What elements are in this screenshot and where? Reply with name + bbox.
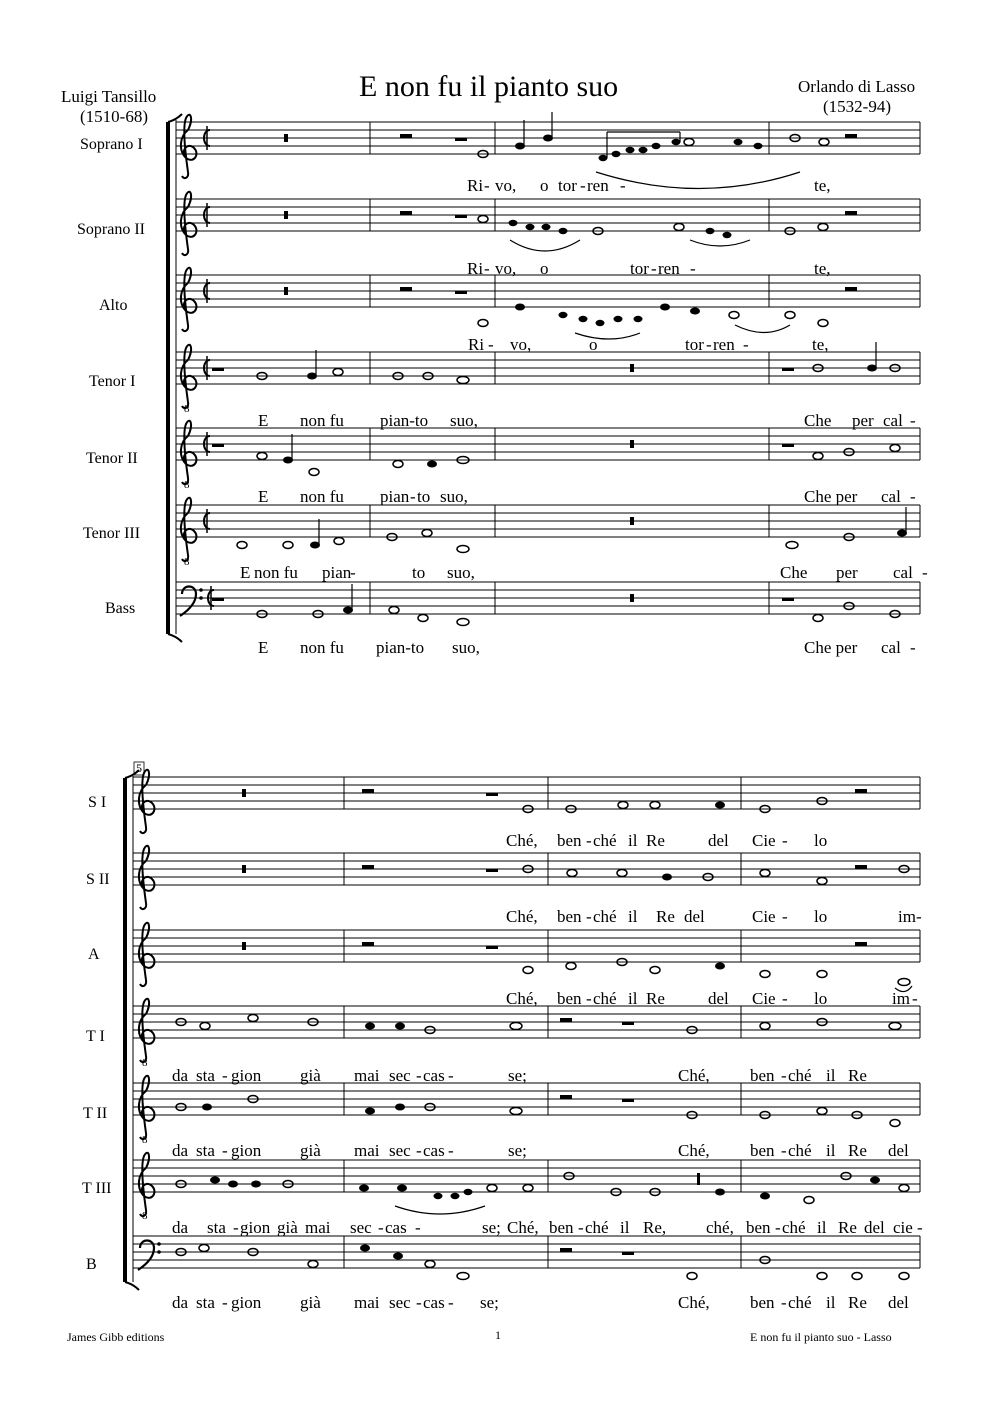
- lyric-syllable: Ri: [467, 176, 484, 195]
- svg-text:8: 8: [184, 479, 190, 491]
- lyric-syllable: ben: [746, 1218, 771, 1237]
- lyric-syllable: -: [743, 335, 749, 354]
- lyric-syllable: cie: [893, 1218, 913, 1237]
- lyric-syllable: -: [706, 335, 712, 354]
- composer-name: Orlando di Lasso: [798, 77, 916, 96]
- lyric-syllable: -: [775, 1218, 781, 1237]
- lyric-syllable: ren: [658, 259, 680, 278]
- svg-text:8: 8: [142, 1057, 148, 1069]
- lyric-syllable: -: [580, 176, 586, 195]
- bass-clef-icon: [180, 587, 203, 617]
- lyrics-t3: [0, 1218, 992, 1240]
- footer-running-title: E non fu il pianto suo - Lasso: [750, 1330, 892, 1344]
- lyric-syllable: cal: [881, 487, 901, 506]
- voice-label-s2: S II: [86, 871, 110, 888]
- lyric-syllable: -: [416, 1293, 422, 1312]
- lyric-syllable: per: [836, 563, 858, 582]
- lyric-syllable: Ri: [468, 335, 485, 354]
- lyric-syllable: non fu: [300, 638, 344, 657]
- lyric-syllable: ché,: [706, 1218, 734, 1237]
- lyrics-b: [0, 1293, 992, 1315]
- lyric-syllable: -: [586, 989, 592, 1008]
- lyric-syllable: -: [782, 907, 788, 926]
- lyric-syllable: il: [826, 1293, 836, 1312]
- lyric-syllable: sta: [196, 1066, 215, 1085]
- lyric-syllable: cal: [881, 638, 901, 657]
- lyric-syllable: cal: [883, 411, 903, 430]
- lyric-syllable: sec: [350, 1218, 372, 1237]
- lyric-syllable: se;: [482, 1218, 501, 1237]
- voice-label-alto: Alto: [99, 297, 128, 314]
- lyric-syllable: già: [277, 1218, 298, 1237]
- lyric-syllable: tor: [685, 335, 704, 354]
- lyric-syllable: per: [852, 411, 874, 430]
- lyric-syllable: del: [708, 989, 729, 1008]
- lyric-syllable: se;: [508, 1066, 527, 1085]
- lyric-syllable: ché: [593, 831, 617, 850]
- lyric-syllable: ren: [713, 335, 735, 354]
- lyric-syllable: -: [586, 831, 592, 850]
- lyric-syllable: -: [912, 989, 918, 1008]
- lyric-syllable: pian: [322, 563, 352, 582]
- lyric-syllable: Ché,: [678, 1141, 710, 1160]
- voice-label-soprano-2: Soprano II: [77, 221, 145, 238]
- lyric-syllable: Re: [646, 989, 665, 1008]
- lyric-syllable: sta: [196, 1293, 215, 1312]
- lyric-syllable: Ché,: [506, 907, 538, 926]
- lyric-syllable: lo: [814, 989, 828, 1008]
- lyric-syllable: già: [300, 1141, 321, 1160]
- lyric-syllable: -: [781, 1141, 787, 1160]
- lyric-syllable: Re,: [643, 1218, 667, 1237]
- lyric-syllable: -: [910, 638, 916, 657]
- lyric-syllable: ché: [788, 1141, 812, 1160]
- lyric-syllable: E: [258, 487, 269, 506]
- lyric-syllable: da: [172, 1218, 189, 1237]
- lyric-syllable: Re: [848, 1141, 867, 1160]
- lyric-syllable: tor: [558, 176, 577, 195]
- lyric-syllable: pian: [380, 487, 410, 506]
- lyric-syllable: -: [782, 831, 788, 850]
- lyric-syllable: ben: [557, 989, 582, 1008]
- voice-label-tenor-3: Tenor III: [83, 525, 141, 542]
- lyric-syllable: ché: [593, 989, 617, 1008]
- lyric-syllable: Che per: [804, 638, 858, 657]
- lyric-syllable: -: [378, 1218, 384, 1237]
- lyric-syllable: -: [448, 1066, 454, 1085]
- lyric-syllable: suo,: [447, 563, 475, 582]
- lyric-syllable: -: [222, 1141, 228, 1160]
- lyric-syllable: sta: [196, 1141, 215, 1160]
- lyric-syllable: im: [892, 989, 910, 1008]
- lyric-syllable: del: [864, 1218, 885, 1237]
- lyric-syllable: -: [484, 176, 490, 195]
- lyric-syllable: il: [826, 1141, 836, 1160]
- lyric-syllable: già: [300, 1293, 321, 1312]
- lyric-syllable: -: [578, 1218, 584, 1237]
- lyric-syllable: -: [233, 1218, 239, 1237]
- svg-text:8: 8: [184, 556, 190, 568]
- lyric-syllable: o: [589, 335, 598, 354]
- lyric-syllable: del: [708, 831, 729, 850]
- lyric-syllable: Che: [804, 411, 832, 430]
- lyric-syllable: Che: [780, 563, 808, 582]
- lyric-syllable: te,: [812, 335, 829, 354]
- lyric-syllable: suo,: [440, 487, 468, 506]
- lyrics-tenor-1: [0, 411, 992, 433]
- svg-text:8: 8: [142, 1134, 148, 1146]
- lyric-syllable: cas: [423, 1141, 445, 1160]
- lyric-syllable: ben: [750, 1293, 775, 1312]
- footer-publisher: James Gibb editions: [67, 1330, 165, 1344]
- lyric-syllable: E: [258, 411, 269, 430]
- lyrics-s1: [0, 831, 992, 853]
- lyric-syllable: sec: [389, 1141, 411, 1160]
- lyrics-s2: [0, 907, 992, 929]
- poet-dates: (1510-68): [80, 107, 148, 126]
- voice-label-tenor-1: Tenor I: [89, 373, 136, 390]
- lyric-syllable: Ché,: [506, 989, 538, 1008]
- lyric-syllable: da: [172, 1293, 189, 1312]
- lyric-syllable: del: [684, 907, 705, 926]
- lyric-syllable: sec: [389, 1066, 411, 1085]
- lyric-syllable: lo: [814, 907, 828, 926]
- lyric-syllable: -: [448, 1293, 454, 1312]
- lyric-syllable: cal: [893, 563, 913, 582]
- lyric-syllable: -: [448, 1141, 454, 1160]
- lyric-syllable: cas: [423, 1293, 445, 1312]
- measure-number: 5: [136, 761, 142, 775]
- lyric-syllable: lo: [814, 831, 828, 850]
- lyric-syllable: da: [172, 1141, 189, 1160]
- page-title: E non fu il pianto suo: [359, 70, 619, 103]
- lyric-syllable: E: [240, 563, 251, 582]
- lyric-syllable: -: [651, 259, 657, 278]
- lyric-syllable: il: [817, 1218, 827, 1237]
- lyric-syllable: -: [586, 907, 592, 926]
- voice-label-t2: T II: [83, 1105, 108, 1122]
- lyric-syllable: se;: [480, 1293, 499, 1312]
- lyric-syllable: vo,: [510, 335, 532, 354]
- lyric-syllable: non fu: [300, 487, 344, 506]
- lyric-syllable: -: [416, 1066, 422, 1085]
- lyric-syllable: -: [922, 563, 928, 582]
- lyric-syllable: tor: [630, 259, 649, 278]
- lyric-syllable: ben: [557, 907, 582, 926]
- lyrics-bass: [0, 638, 992, 660]
- lyric-syllable: -: [910, 411, 916, 430]
- lyric-syllable: non fu: [300, 411, 344, 430]
- voice-label-a: A: [88, 946, 100, 963]
- lyric-syllable: Cie: [752, 831, 776, 850]
- lyric-syllable: -: [917, 1218, 923, 1237]
- lyric-syllable: il: [826, 1066, 836, 1085]
- lyric-syllable: sec: [389, 1293, 411, 1312]
- lyric-syllable: Ché,: [678, 1066, 710, 1085]
- lyric-syllable: da: [172, 1066, 189, 1085]
- poet-name: Luigi Tansillo: [61, 87, 157, 106]
- lyric-syllable: gion: [231, 1066, 262, 1085]
- lyric-syllable: -: [910, 487, 916, 506]
- lyric-syllable: Che per: [804, 487, 858, 506]
- lyric-syllable: del: [888, 1141, 909, 1160]
- footer-page-number: 1: [495, 1328, 501, 1342]
- lyric-syllable: ben: [750, 1141, 775, 1160]
- lyric-syllable: E: [258, 638, 269, 657]
- lyric-syllable: te,: [814, 259, 831, 278]
- voice-label-t1: T I: [86, 1028, 105, 1045]
- lyric-syllable: ren: [587, 176, 609, 195]
- svg-text:8: 8: [184, 403, 190, 415]
- lyric-syllable: cas: [385, 1218, 407, 1237]
- lyric-syllable: ché: [593, 907, 617, 926]
- lyric-syllable: -: [781, 1066, 787, 1085]
- lyric-syllable: il: [628, 907, 638, 926]
- lyric-syllable: ché: [788, 1066, 812, 1085]
- lyrics-soprano-1: [0, 176, 992, 198]
- lyrics-t1: [0, 1066, 992, 1088]
- voice-label-t3: T III: [82, 1180, 112, 1197]
- lyric-syllable: Ri: [467, 259, 484, 278]
- bass-clef-icon: [138, 1241, 161, 1271]
- voice-label-s1: S I: [88, 794, 107, 811]
- lyric-syllable: mai: [354, 1293, 380, 1312]
- lyric-syllable: -: [916, 907, 922, 926]
- lyric-syllable: ché: [788, 1293, 812, 1312]
- lyric-syllable: Ché,: [678, 1293, 710, 1312]
- voice-label-tenor-2: Tenor II: [86, 450, 138, 467]
- voice-label-bass: Bass: [105, 600, 136, 617]
- lyrics-alto: [0, 335, 992, 357]
- lyric-syllable: il: [628, 831, 638, 850]
- lyric-syllable: gion: [240, 1218, 271, 1237]
- lyric-syllable: pian-to: [380, 411, 429, 430]
- lyric-syllable: vo,: [495, 176, 517, 195]
- lyrics-soprano-2: [0, 259, 992, 281]
- lyric-syllable: -: [782, 989, 788, 1008]
- lyric-syllable: ché: [585, 1218, 609, 1237]
- lyric-syllable: pian-to: [376, 638, 425, 657]
- lyric-syllable: -: [222, 1066, 228, 1085]
- lyric-syllable: il: [628, 989, 638, 1008]
- lyrics-tenor-2: [0, 487, 992, 509]
- lyric-syllable: to: [412, 563, 426, 582]
- lyric-syllable: Cie: [752, 989, 776, 1008]
- lyric-syllable: Re: [848, 1293, 867, 1312]
- lyric-syllable: ben: [557, 831, 582, 850]
- lyric-syllable: non fu: [254, 563, 298, 582]
- lyric-syllable: o: [540, 176, 549, 195]
- lyric-syllable: ché: [782, 1218, 806, 1237]
- lyric-syllable: se;: [508, 1141, 527, 1160]
- lyrics-tenor-3: [0, 563, 992, 585]
- lyric-syllable: Re: [646, 831, 665, 850]
- lyric-syllable: cas: [423, 1066, 445, 1085]
- lyric-syllable: -: [620, 176, 626, 195]
- lyric-syllable: Ché,: [507, 1218, 539, 1237]
- lyric-syllable: Re: [848, 1066, 867, 1085]
- lyric-syllable: gion: [231, 1293, 262, 1312]
- lyrics-t2: [0, 1141, 992, 1163]
- lyric-syllable: -: [350, 563, 356, 582]
- lyric-syllable: ben: [750, 1066, 775, 1085]
- voice-label-b: B: [86, 1256, 97, 1273]
- lyric-syllable: il: [620, 1218, 630, 1237]
- lyric-syllable: mai: [354, 1141, 380, 1160]
- lyric-syllable: -: [690, 259, 696, 278]
- lyric-syllable: mai: [354, 1066, 380, 1085]
- lyric-syllable: -: [415, 1218, 421, 1237]
- lyric-syllable: o: [540, 259, 549, 278]
- voice-label-soprano-1: Soprano I: [80, 136, 143, 153]
- lyric-syllable: già: [300, 1066, 321, 1085]
- lyric-syllable: suo,: [452, 638, 480, 657]
- lyric-syllable: del: [888, 1293, 909, 1312]
- lyric-syllable: Re: [838, 1218, 857, 1237]
- lyric-syllable: te,: [814, 176, 831, 195]
- lyric-syllable: -: [410, 487, 416, 506]
- lyric-syllable: -: [484, 259, 490, 278]
- lyrics-a: [0, 989, 992, 1011]
- lyric-syllable: mai: [305, 1218, 331, 1237]
- lyric-syllable: -: [222, 1293, 228, 1312]
- lyric-syllable: -: [416, 1141, 422, 1160]
- lyric-syllable: Ché,: [506, 831, 538, 850]
- lyric-syllable: -: [781, 1293, 787, 1312]
- lyric-syllable: suo,: [450, 411, 478, 430]
- svg-text:8: 8: [142, 1210, 148, 1222]
- composer-dates: (1532-94): [823, 97, 891, 116]
- lyric-syllable: -: [488, 335, 494, 354]
- lyric-syllable: vo,: [495, 259, 517, 278]
- lyric-syllable: sta: [207, 1218, 226, 1237]
- lyric-syllable: to: [417, 487, 431, 506]
- lyric-syllable: Re: [656, 907, 675, 926]
- lyric-syllable: im: [898, 907, 916, 926]
- lyric-syllable: Cie: [752, 907, 776, 926]
- lyric-syllable: gion: [231, 1141, 262, 1160]
- lyric-syllable: ben: [549, 1218, 574, 1237]
